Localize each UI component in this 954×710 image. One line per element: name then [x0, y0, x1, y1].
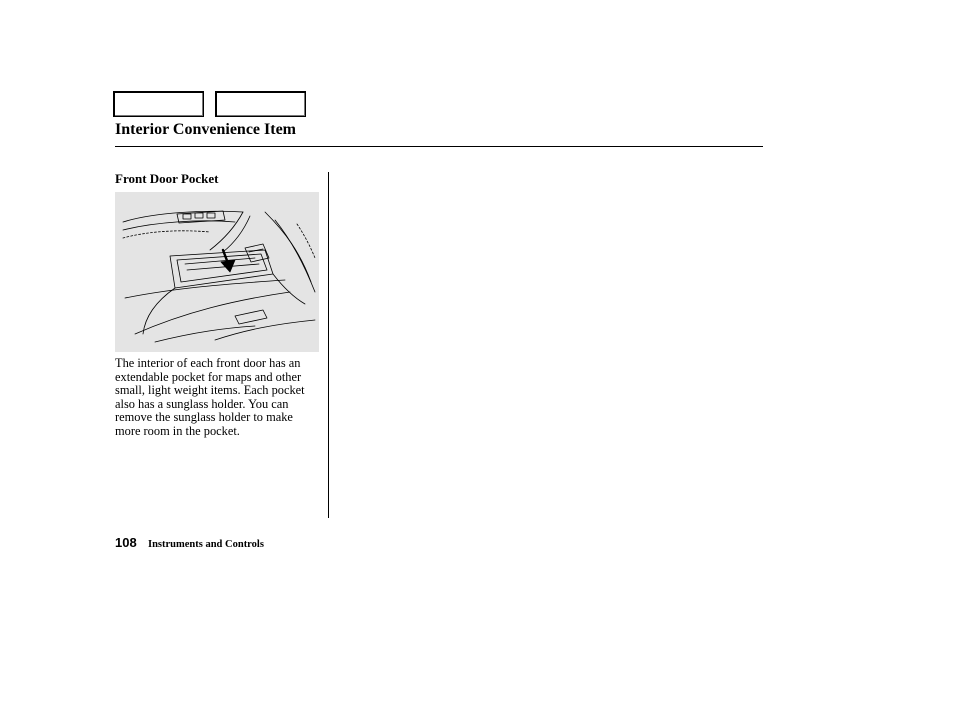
footer-section-name: Instruments and Controls: [148, 539, 264, 550]
section-heading: Front Door Pocket: [115, 171, 219, 186]
page-number: 108: [115, 535, 137, 550]
next-page-button[interactable]: [215, 91, 306, 117]
door-pocket-illustration: [115, 192, 319, 352]
previous-page-button[interactable]: [113, 91, 204, 117]
section-body: The interior of each front door has an extendable pocket for maps and other small, light weight items. Each pocket also has a sunglass holder. You can remove the sunglass holder to make more room in the pocket.: [115, 356, 305, 438]
page-title: Interior Convenience Item: [115, 121, 296, 138]
column-divider: [328, 172, 329, 518]
title-divider: [115, 146, 763, 147]
